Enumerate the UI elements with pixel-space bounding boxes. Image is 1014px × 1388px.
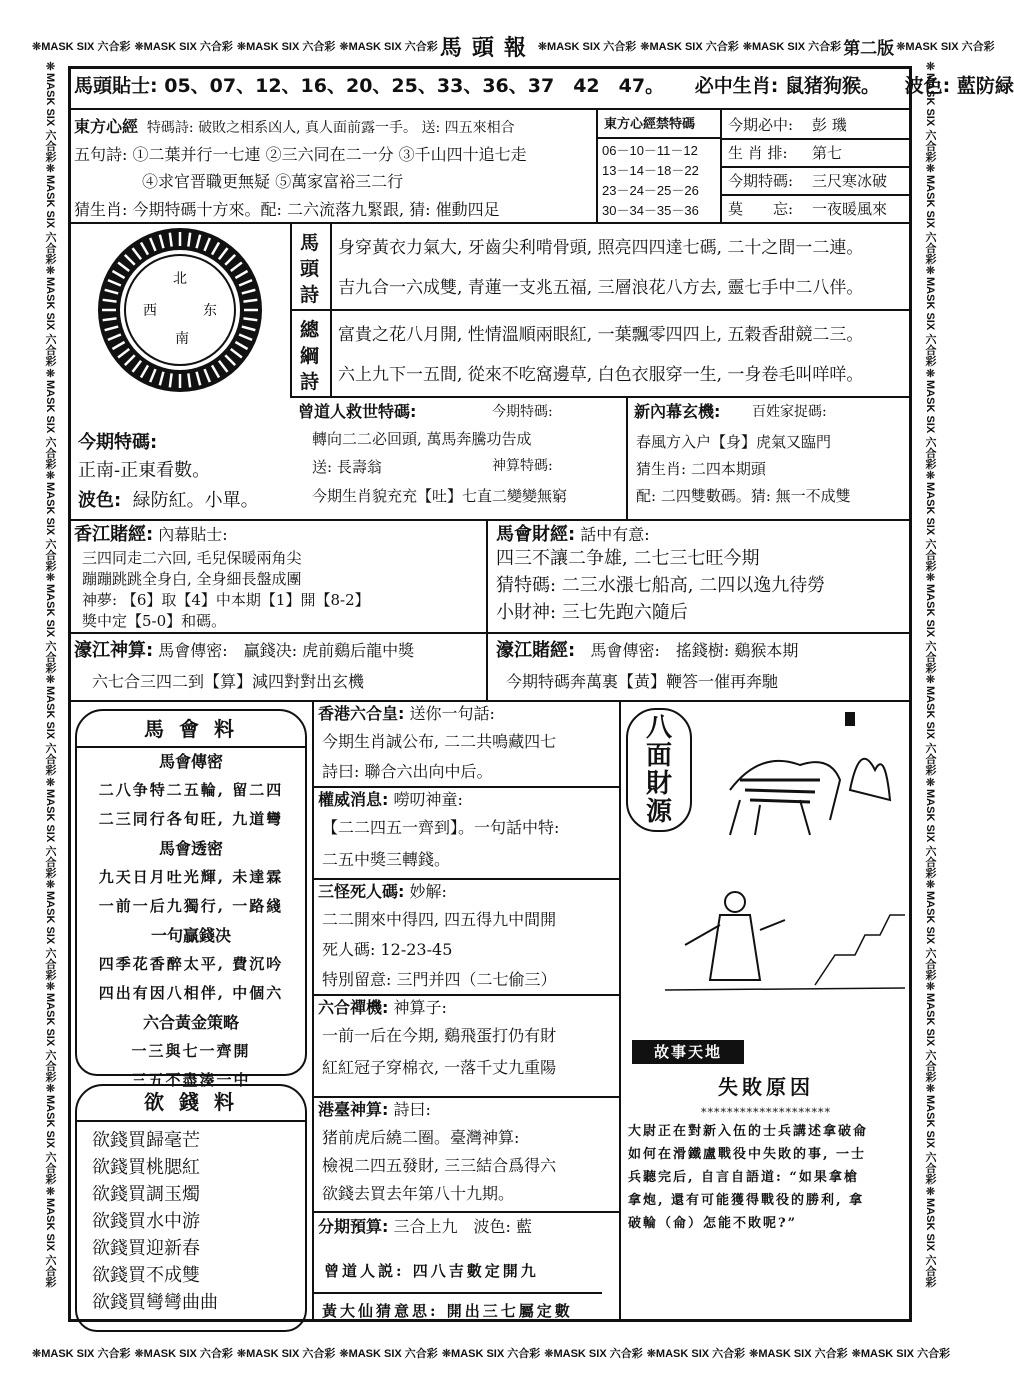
tips-label: 馬頭貼士: — [74, 75, 158, 97]
poem-label-char: 馬 — [300, 232, 320, 254]
border-text: ❊MASK SIX 六合彩 — [44, 60, 56, 163]
forbidden-title: 東方心經禁特碼 — [604, 117, 696, 132]
yuqian-liao-title: 欲 錢 料 — [144, 1090, 238, 1114]
mahui-liao-line: 二三同行各旬旺, 九道彎 — [98, 810, 284, 828]
mahui-liao-line: 四季花香醉太平, 費沉吟 — [98, 955, 284, 973]
poem-line: 富貴之花八月開, 性情溫順兩眼紅, 一葉飄零四四上, 五穀香甜競二三。 — [338, 325, 864, 345]
mahui-cai-line: 小財神: 三七先跑六隨后 — [496, 602, 688, 623]
special-line: 正南-正東看數。 — [78, 460, 211, 481]
special-wave: 緑防紅。小單。 — [132, 490, 259, 511]
border-text: ❊MASK SIX 六合彩 — [44, 877, 56, 981]
mahui-cai-line: 四三不讓二争雄, 二七三七旺今期 — [496, 548, 760, 569]
wave-label: 波色: — [904, 75, 951, 97]
neimu-line3: 配: 二四雙數碼。猜: 無一不成雙 — [636, 487, 851, 505]
fenqi-text: 三合上九 波色: 藍 — [393, 1217, 532, 1236]
five-label: 五句詩: — [74, 145, 128, 164]
forbidden-row: 06－10－11－12 — [602, 143, 698, 158]
neimu-sub: 百姓家捉碼: — [752, 404, 827, 420]
border-text: ❊MASK SIX 六合彩 — [44, 775, 56, 878]
tips-numbers: 05、07、12、16、20、25、33、36、37 42 47。 — [164, 75, 665, 97]
xiangjiang-line: 神夢: 【6】取【4】中本期【1】開【8-2】 — [82, 591, 370, 609]
mahui-liao-line: 三五不盡湊一中 — [131, 1071, 251, 1089]
xiangjiang-line: 蹦蹦跳跳全身白, 全身細長盤成團 — [82, 570, 302, 588]
poem-label-char: 綱 — [300, 345, 320, 367]
border-text: ❊MASK SIX 六合彩 — [924, 980, 936, 1083]
fenqi-title: 分期預算: — [318, 1217, 389, 1236]
border-text: ❊MASK SIX 六合彩 — [44, 571, 56, 674]
story-title: 失敗原因 — [718, 1075, 814, 1099]
mahui-liao-line: 九天日月吐光輝, 未達霖 — [98, 868, 284, 886]
border-text: ❊MASK SIX 六合彩 — [924, 571, 936, 674]
border-text: ❊MASK SIX 六合彩 — [742, 41, 842, 53]
middle-section-title: 香港六合皇: — [318, 704, 405, 723]
middle-section-title: 港臺神算: — [318, 1100, 389, 1119]
middle-section-title: 三怪死人碼: — [318, 882, 405, 901]
edition-label: 第二版 — [843, 38, 895, 58]
border-text: ❊MASK SIX 六合彩 — [339, 41, 438, 53]
zodiac-value: 鼠猪狗猴。 — [784, 75, 880, 97]
neimu-title: 新內幕玄機: — [634, 402, 721, 421]
tiger-illustration — [700, 710, 900, 840]
middle-section-line: 猪前虎后繞二圈。臺灣神算: — [322, 1128, 520, 1147]
poem-line: 六上九下一五間, 從來不吃窩邊草, 白色衣服穿一生, 一身卷毛叫咩咩。 — [338, 365, 864, 385]
story-line: 破輪（侖）怎能不敗呢?” — [628, 1216, 798, 1231]
zeng-say: 曾道人説: 四八吉數定開九 — [324, 1262, 539, 1280]
middle-section-line: 特別留意: 三門并四（二七偷三） — [322, 970, 557, 989]
tips-row — [74, 75, 1014, 98]
border-text: ❊MASK SIX 六合彩 — [44, 366, 56, 469]
middle-section-line: 欲錢去買去年第八十九期。 — [322, 1184, 515, 1203]
mahui-cai-line: 猜特碼: 二三水漲七船高, 二四以逸九待勞 — [496, 575, 826, 596]
special-wave-label: 波色: — [78, 490, 122, 511]
mahui-liao-line: 一三與七一齊開 — [131, 1042, 251, 1060]
side-info-label: 生 肖 排: — [728, 144, 788, 162]
west-label: 西 — [143, 303, 157, 319]
border-text: ❊MASK SIX 六合彩 — [44, 468, 56, 572]
neimu-line2: 猜生肖: 二四本期頭 — [636, 460, 766, 478]
wave-value: 藍防緑 — [956, 75, 1014, 97]
story-line: 大尉正在對新入伍的士兵講述拿破侖 — [628, 1124, 869, 1139]
middle-section-line: 今期生肖誠公布, 二二共鳴藏四七 — [322, 732, 557, 751]
middle-section-line: 一前一后在今期, 鷄飛蛋打仍有財 — [322, 1026, 557, 1045]
yuqian-line: 欲錢買迎新春 — [92, 1238, 200, 1259]
top-border — [30, 34, 995, 60]
bamian-caiyuan-badge — [626, 708, 692, 832]
special-title: 今期特碼: — [78, 432, 158, 453]
story-tag: 故事天地 — [632, 1040, 744, 1064]
forbidden-row: 30－34－35－36 — [602, 203, 699, 218]
mahui-cai-sub: 話中有意: — [580, 525, 650, 544]
yuqian-line: 欲錢買歸毫芒 — [92, 1130, 200, 1151]
middle-section-line: 紅紅冠子穿棉衣, 一落千丈九重陽 — [322, 1058, 557, 1077]
guess-zodiac: 猜生肖: 今期特碼十方來。配: 二六流落九緊跟, 猜: 催動四足 — [74, 200, 500, 219]
mahui-liao-head: 一句贏錢决 — [150, 926, 231, 945]
left-border — [38, 60, 58, 1330]
border-text: ❊MASK SIX 六合彩 — [924, 162, 936, 265]
middle-section-sub: 妙解: — [409, 882, 447, 901]
middle-section-sub: 詩曰: — [393, 1100, 431, 1119]
yuqian-line: 欲錢買水中游 — [92, 1211, 200, 1232]
middle-section-line: 死人碼: 12-23-45 — [322, 940, 453, 959]
border-text: ❊MASK SIX 六合彩 — [44, 1082, 56, 1185]
five-text1: ①二葉并行一七連 ②三六同在二一分 ③千山四十追七走 — [132, 145, 527, 164]
haojiang-shen-line: 六七合三四二到【算】減四對對出玄機 — [92, 672, 365, 691]
middle-section-sub: 送你一句話: — [409, 704, 495, 723]
story-line: 如何在滑鐵盧戰役中失敗的事, 一士 — [628, 1147, 867, 1162]
bamian-char: 財 — [645, 769, 672, 799]
border-text: ❊MASK SIX 六合彩 — [924, 775, 936, 878]
xiangjiang-line: 獎中定【5-0】和碼。 — [82, 612, 227, 630]
poem-label-char: 詩 — [300, 371, 320, 393]
mahui-liao-line: 二八争特二五輪, 留二四 — [98, 781, 284, 799]
haojiang-du-line: 今期特碼奔萬裏【黃】鞭答一催再奔馳 — [506, 672, 779, 691]
side-info-value: 第七 — [812, 144, 843, 162]
mahui-cai-title: 馬會財經: — [496, 524, 576, 545]
north-label: 北 — [173, 271, 187, 287]
south-label: 南 — [175, 331, 189, 347]
mahui-liao-title: 馬 會 料 — [144, 717, 238, 741]
border-text: ❊MASK SIX 六合彩 — [44, 264, 56, 367]
middle-section-line: 二二開來中得四, 四五得九中間開 — [322, 910, 557, 929]
xiangjiang-line: 三四同走二六回, 毛兒保暖兩角尖 — [82, 549, 302, 567]
forbidden-row: 13－14－18－22 — [602, 163, 699, 178]
middle-section-line: 【二二四五一齊到】。一句話中特: — [322, 818, 560, 837]
right-border — [918, 60, 938, 1330]
side-info-value: 彭 璣 — [812, 116, 847, 134]
mahui-liao-head: 馬會透密 — [158, 839, 223, 858]
border-text: ❊MASK SIX 六合彩 — [32, 41, 131, 53]
story-stars: ******************** — [701, 1106, 831, 1119]
zeng-line2: 今期生肖貌充充【吐】七直二變變無窮 — [312, 487, 568, 505]
middle-section-line: 二五中獎三轉錢。 — [322, 850, 451, 869]
five-line1 — [74, 145, 527, 164]
border-text: ❊MASK SIX 六合彩 — [32, 1348, 131, 1360]
yuqian-line: 欲錢買桃腮紅 — [92, 1157, 200, 1178]
mahui-liao-line: 一前一后九獨行, 一路綫 — [98, 897, 284, 915]
border-text: ❊MASK SIX 六合彩 — [544, 1348, 643, 1360]
border-text: ❊MASK SIX 六合彩 — [134, 41, 233, 53]
border-text: ❊MASK SIX 六合彩 — [640, 41, 739, 53]
xiangjiang-title: 香江賭經: — [74, 524, 154, 545]
zeng-sub2: 神算特碼: — [492, 458, 553, 474]
masthead-title: 馬頭報 — [439, 34, 536, 60]
neimu-line1: 春風方入户【身】虎氣又臨門 — [636, 433, 832, 451]
haojiang-shen-sub: 馬會傳密: 贏錢决: 虎前鷄后龍中獎 — [158, 641, 415, 660]
bamian-char: 源 — [645, 797, 672, 827]
zeng-send: 送: 長壽翁 — [312, 458, 382, 476]
border-text: ❊MASK SIX 六合彩 — [749, 1348, 848, 1360]
side-info-value: 一夜暖風來 — [812, 200, 888, 218]
yuqian-line: 欲錢買彎彎曲曲 — [92, 1292, 218, 1313]
zeng-line1: 轉向二二必回頭, 萬馬奔騰功告成 — [312, 430, 532, 448]
mahui-liao-line: 四出有因八相伴, 中個六 — [98, 984, 284, 1002]
middle-section-line: 詩曰: 聯合六出向中后。 — [322, 762, 493, 781]
border-text: ❊MASK SIX 六合彩 — [44, 673, 56, 776]
side-info-label: 今期特碼: — [728, 172, 794, 190]
middle-section-line: 檢視二四五發財, 三三結合爲得六 — [322, 1156, 557, 1175]
border-text: ❊MASK SIX 六合彩 — [924, 877, 936, 981]
haojiang-du-title: 濠江賭經: — [496, 640, 576, 661]
mahui-liao-head: 馬會傳密 — [158, 752, 223, 771]
border-text: ❊MASK SIX 六合彩 — [924, 264, 936, 367]
huang-daxian: 黃大仙猜意思: 開出三七屬定數 — [322, 1302, 573, 1320]
border-text: ❊MASK SIX 六合彩 — [44, 980, 56, 1083]
compass-wheel — [90, 225, 270, 395]
dongfang-poem — [74, 117, 515, 137]
poem-label-char: 頭 — [300, 258, 320, 280]
border-text: ❊MASK SIX 六合彩 — [44, 162, 56, 265]
zeng-sub1: 今期特碼: — [492, 404, 553, 420]
border-text: ❊MASK SIX 六合彩 — [441, 1348, 541, 1360]
haojiang-du-sub: 馬會傳密: 搖錢樹: 鷄猴本期 — [590, 641, 799, 660]
border-text: ❊MASK SIX 六合彩 — [896, 41, 995, 53]
border-text: ❊MASK SIX 六合彩 — [924, 1184, 936, 1287]
border-text: ❊MASK SIX 六合彩 — [924, 673, 936, 776]
east-label: 东 — [203, 303, 217, 319]
dongfang-title: 東方心經 — [74, 117, 139, 136]
dongfang-poem-text: 特碼詩: 破敗之相系凶人, 真人面前露一手。 送: 四五來相合 — [146, 120, 515, 136]
border-text: ❊MASK SIX 六合彩 — [44, 1184, 56, 1287]
middle-section-sub: 嘮叨神童: — [393, 790, 463, 809]
story-line: 兵聽完后, 自言自語道: “如果拿槍 — [628, 1170, 859, 1185]
poem-line: 吉九合一六成雙, 青蓮一支兆五福, 三層浪花八方去, 靈七手中二八伴。 — [338, 278, 864, 298]
scholar-illustration — [665, 880, 910, 1000]
border-text: ❊MASK SIX 六合彩 — [236, 1348, 336, 1360]
middle-section-title: 權威消息: — [318, 790, 389, 809]
zeng-title: 曾道人救世特碼: — [298, 402, 417, 421]
border-text: ❊MASK SIX 六合彩 — [924, 366, 936, 469]
side-info-label: 今期必中: — [728, 116, 794, 134]
story-line: 拿炮, 還有可能獲得戰役的勝利, 拿 — [628, 1193, 865, 1208]
poem-line: 身穿黃衣力氣大, 牙齒尖利啃骨頭, 照亮四四達七碼, 二十之間一二連。 — [338, 238, 864, 258]
zodiac-label: 必中生肖: — [694, 75, 779, 97]
poem-label-char: 詩 — [300, 284, 320, 306]
border-text: ❊MASK SIX 六合彩 — [134, 1348, 233, 1360]
border-text: ❊MASK SIX 六合彩 — [924, 60, 936, 163]
border-text: ❊MASK SIX 六合彩 — [851, 1348, 951, 1360]
bottom-border — [30, 1342, 951, 1364]
border-text: ❊MASK SIX 六合彩 — [537, 41, 637, 53]
xiangjiang-sub: 內幕貼士: — [158, 525, 228, 544]
mahui-liao-head: 六合黃金策略 — [142, 1013, 239, 1032]
yuqian-line: 欲錢買調玉燭 — [92, 1184, 200, 1205]
border-text: ❊MASK SIX 六合彩 — [924, 468, 936, 572]
border-text: ❊MASK SIX 六合彩 — [236, 41, 336, 53]
middle-section-sub: 神算子: — [393, 998, 447, 1017]
forbidden-row: 23－24－25－26 — [602, 183, 699, 198]
border-text: ❊MASK SIX 六合彩 — [339, 1348, 438, 1360]
yuqian-line: 欲錢買不成雙 — [92, 1265, 200, 1286]
five-line2: ④求官晋職更無疑 ⑤萬家富裕三二行 — [142, 172, 404, 191]
haojiang-shen-title: 濠江神算: — [74, 640, 154, 661]
side-info-value: 三尺寒冰破 — [812, 172, 888, 190]
side-info-label: 莫 忘: — [728, 200, 794, 218]
border-text: ❊MASK SIX 六合彩 — [924, 1082, 936, 1185]
border-text: ❊MASK SIX 六合彩 — [646, 1348, 746, 1360]
poem-label-char: 總 — [300, 319, 320, 341]
middle-section-title: 六合禪機: — [318, 998, 389, 1017]
bamian-char: 面 — [645, 741, 672, 771]
bamian-char: 八 — [645, 713, 672, 743]
